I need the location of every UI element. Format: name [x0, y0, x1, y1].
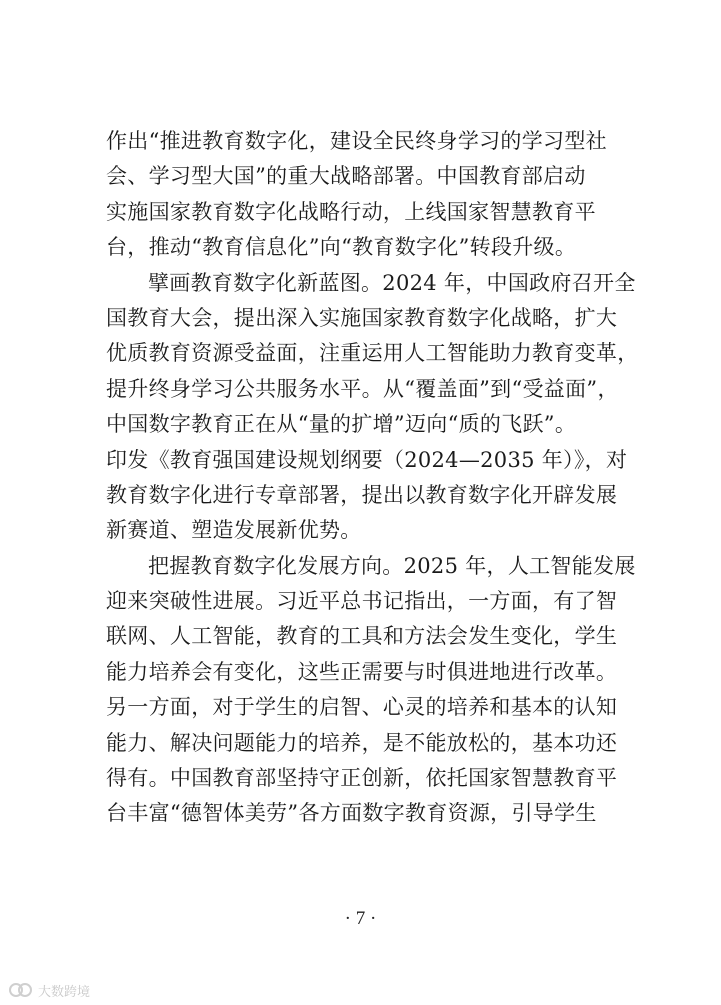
text-line: 会、学习型大国”的重大战略部署。中国教育部启动 [106, 164, 586, 189]
text-line: 教育数字化进行专章部署，提出以教育数字化开辟发展 [106, 482, 618, 507]
text-line: 国教育大会，提出深入实施国家教育数字化战略，扩大 [106, 305, 618, 330]
body-text [106, 124, 639, 832]
text-line: 实施国家教育数字化战略行动，上线国家智慧教育平 [106, 199, 596, 224]
text-line: 中国数字教育正在从“量的扩增”迈向“质的飞跃”。 [106, 412, 577, 437]
text-line: 新赛道、塑造发展新优势。 [106, 518, 362, 543]
text-line: 台丰富“德智体美劳”各方面数字教育资源，引导学生 [106, 801, 597, 826]
text-line: 台，推动“教育信息化”向“教育数字化”转段升级。 [106, 235, 577, 260]
text-line: 把握教育数字化发展方向。2025 年，人工智能发展 [148, 553, 636, 578]
watermark-logo-icon [8, 982, 34, 998]
text-line: 印发《教育强国建设规划纲要（2024—2035 年）》，对 [106, 447, 628, 472]
text-line: 作出“推进教育数字化，建设全民终身学习的学习型社 [106, 129, 607, 153]
text-line: 另一方面，对于学生的启智、心灵的培养和基本的认知 [106, 695, 618, 720]
text-line: 得有。中国教育部坚持守正创新，依托国家智慧教育平 [106, 766, 618, 791]
watermark [8, 981, 90, 999]
text-line: 迎来突破性进展。习近平总书记指出，一方面，有了智 [106, 589, 618, 614]
text-line: 联网、人工智能，教育的工具和方法会发生变化，学生 [106, 624, 618, 649]
text-line: 能力、解决问题能力的培养，是不能放松的，基本功还 [106, 730, 618, 755]
text-line: 擘画教育数字化新蓝图。2024 年，中国政府召开全 [148, 270, 636, 295]
text-line: 能力培养会有变化，这些正需要与时俱进地进行改革。 [106, 659, 618, 684]
text-line: 优质教育资源受益面，注重运用人工智能助力教育变革， [106, 341, 639, 366]
watermark-text: 大数跨境 [38, 984, 91, 1000]
page-number: · 7 · [344, 908, 377, 929]
text-line: 提升终身学习公共服务水平。从“覆盖面”到“受益面”， [106, 376, 619, 401]
